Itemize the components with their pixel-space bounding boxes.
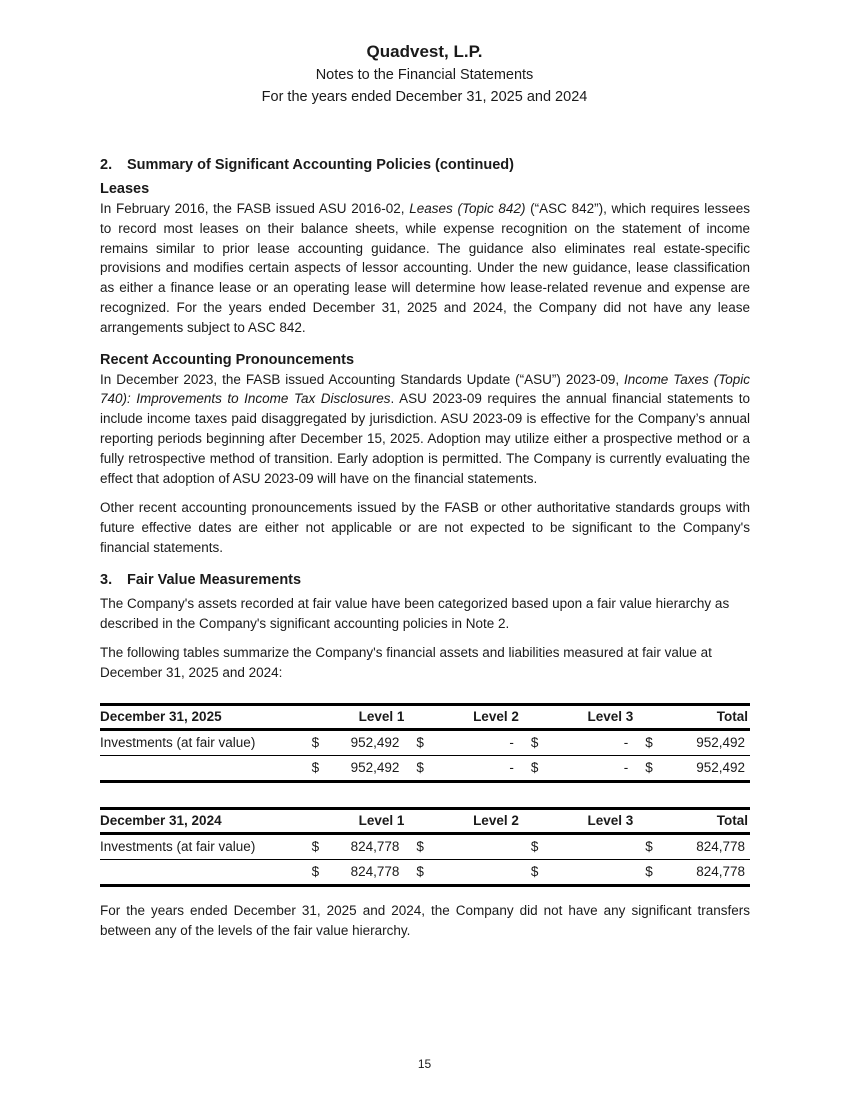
statement-subtitle: Notes to the Financial Statements — [315, 67, 534, 83]
leases-italic: Leases (Topic 842) — [409, 201, 526, 216]
recent-pronouncements-heading: Recent Accounting Pronouncements — [100, 351, 355, 368]
table-row — [100, 729, 750, 755]
col-level-2: Level 2 — [404, 808, 518, 833]
section-3-title: Fair Value Measurements — [127, 571, 302, 588]
level-2-value: - — [509, 735, 514, 751]
level-2-total: - — [509, 760, 514, 776]
currency-symbol: $ — [530, 735, 539, 751]
col-level-3: Level 3 — [519, 808, 633, 833]
currency-symbol: $ — [416, 839, 424, 855]
leases-heading: Leases — [100, 181, 150, 197]
col-total: Total — [633, 704, 750, 729]
fair-value-paragraph-2: The following tables summarize the Company's financial assets and liabilities measured at fair value at December 31, 2025 and 2024: — [100, 645, 712, 681]
leases-paragraph — [100, 199, 750, 338]
table-row — [100, 833, 750, 859]
grand-total: 952,492 — [696, 760, 745, 776]
currency-symbol: $ — [416, 760, 424, 776]
total-value: 824,778 — [696, 839, 745, 855]
table-header-row — [100, 704, 750, 729]
level-1-value: 952,492 — [350, 735, 400, 751]
col-level-1: Level 1 — [300, 808, 405, 833]
fair-value-paragraph-1: The Company's assets recorded at fair value have been categorized based upon a fair value hierarchy as described in the Company's significant accounting policies in Note 2. — [100, 595, 730, 631]
leases-text-1: In February 2016, the FASB issued ASU 2016-02, — [100, 201, 410, 216]
section-3-number: 3. — [100, 571, 113, 588]
currency-symbol: $ — [311, 864, 320, 880]
currency-symbol: $ — [311, 839, 320, 855]
section-2-heading — [100, 155, 750, 175]
row-label: Investments (at fair value) — [100, 833, 300, 859]
currency-symbol: $ — [645, 839, 653, 855]
table-date: December 31, 2025 — [100, 704, 300, 729]
other-pronouncements-paragraph: Other recent accounting pronouncements issued by the FASB or other authoritative standards groups with future effective dates are either not applicable or are not expected to be significant to the Company's financial statements. — [100, 500, 750, 555]
currency-symbol: $ — [311, 760, 320, 776]
table-date: December 31, 2024 — [100, 808, 300, 833]
page-header — [0, 40, 849, 108]
statement-period: For the years ended December 31, 2025 and 2024 — [261, 89, 588, 105]
recent-italic: Income Taxes (Topic 740): Improvements to Income Tax Disclosures — [100, 371, 750, 407]
currency-symbol: $ — [416, 735, 424, 751]
currency-symbol: $ — [416, 864, 424, 880]
section-2-title: Summary of Significant Accounting Policies (continued) — [127, 157, 514, 173]
table-total-row — [100, 859, 750, 885]
company-name: Quadvest, L.P. — [366, 42, 483, 61]
currency-symbol: $ — [530, 760, 539, 776]
table-total-row — [100, 755, 750, 781]
currency-symbol: $ — [645, 735, 653, 751]
currency-symbol: $ — [311, 735, 320, 751]
recent-text-1: In December 2023, the FASB issued Accounting Standards Update (“ASU”) 2023-09, — [100, 371, 625, 387]
currency-symbol: $ — [645, 760, 653, 776]
section-3-heading — [100, 570, 750, 590]
notes-content — [100, 155, 750, 941]
level-1-total: 952,492 — [350, 760, 400, 776]
page-number: 15 — [417, 1057, 432, 1071]
level-1-total: 824,778 — [350, 864, 400, 880]
col-level-3: Level 3 — [519, 704, 633, 729]
table-header-row — [100, 808, 750, 833]
section-2-number: 2. — [100, 157, 113, 173]
fair-value-table-2024 — [100, 807, 750, 887]
row-label: Investments (at fair value) — [100, 729, 300, 755]
currency-symbol: $ — [645, 864, 653, 880]
recent-pronouncements-paragraph — [100, 370, 750, 489]
col-level-2: Level 2 — [404, 704, 518, 729]
col-level-1: Level 1 — [300, 704, 405, 729]
col-total: Total — [633, 808, 750, 833]
leases-text-2: (“ASC 842”), which requires lessees to record most leases on their balance sheets, while expense recognition on the statement of income remains similar to prior lease accounting guidance. The guidance also eliminates real estate-specific provisions and modifies certain aspects of lessor accounting. Under the new guidance, lease classification as either a finance lease or an operating lease will determine how lease-related revenue and expense are recognized. For the years ended December 31, 2025 and 2024, the Company did not have any lease arrangements subject to ASC 842. — [100, 201, 750, 335]
transfers-paragraph: For the years ended December 31, 2025 and 2024, the Company did not have any significant transfers between any of the levels of the fair value hierarchy. — [100, 902, 750, 938]
total-value: 952,492 — [696, 735, 745, 751]
level-1-value: 824,778 — [350, 839, 400, 855]
level-3-total: - — [623, 760, 629, 776]
grand-total: 824,778 — [696, 864, 745, 880]
currency-symbol: $ — [530, 864, 539, 880]
recent-text-2: . ASU 2023-09 requires the annual financial statements to include income taxes paid disaggregated by jurisdiction. ASU 2023-09 is effective for the Company’s annual reporting periods beginning after December 15, 2025. Adoption may utilize either a prospective method or a fully retrospective method of transition. Early adoption is permitted. The Company is currently evaluating the effect that adoption of ASU 2023-09 will have on the financial statements. — [100, 391, 750, 486]
fair-value-table-2025 — [100, 703, 750, 783]
currency-symbol: $ — [530, 839, 539, 855]
level-3-value: - — [623, 735, 629, 751]
